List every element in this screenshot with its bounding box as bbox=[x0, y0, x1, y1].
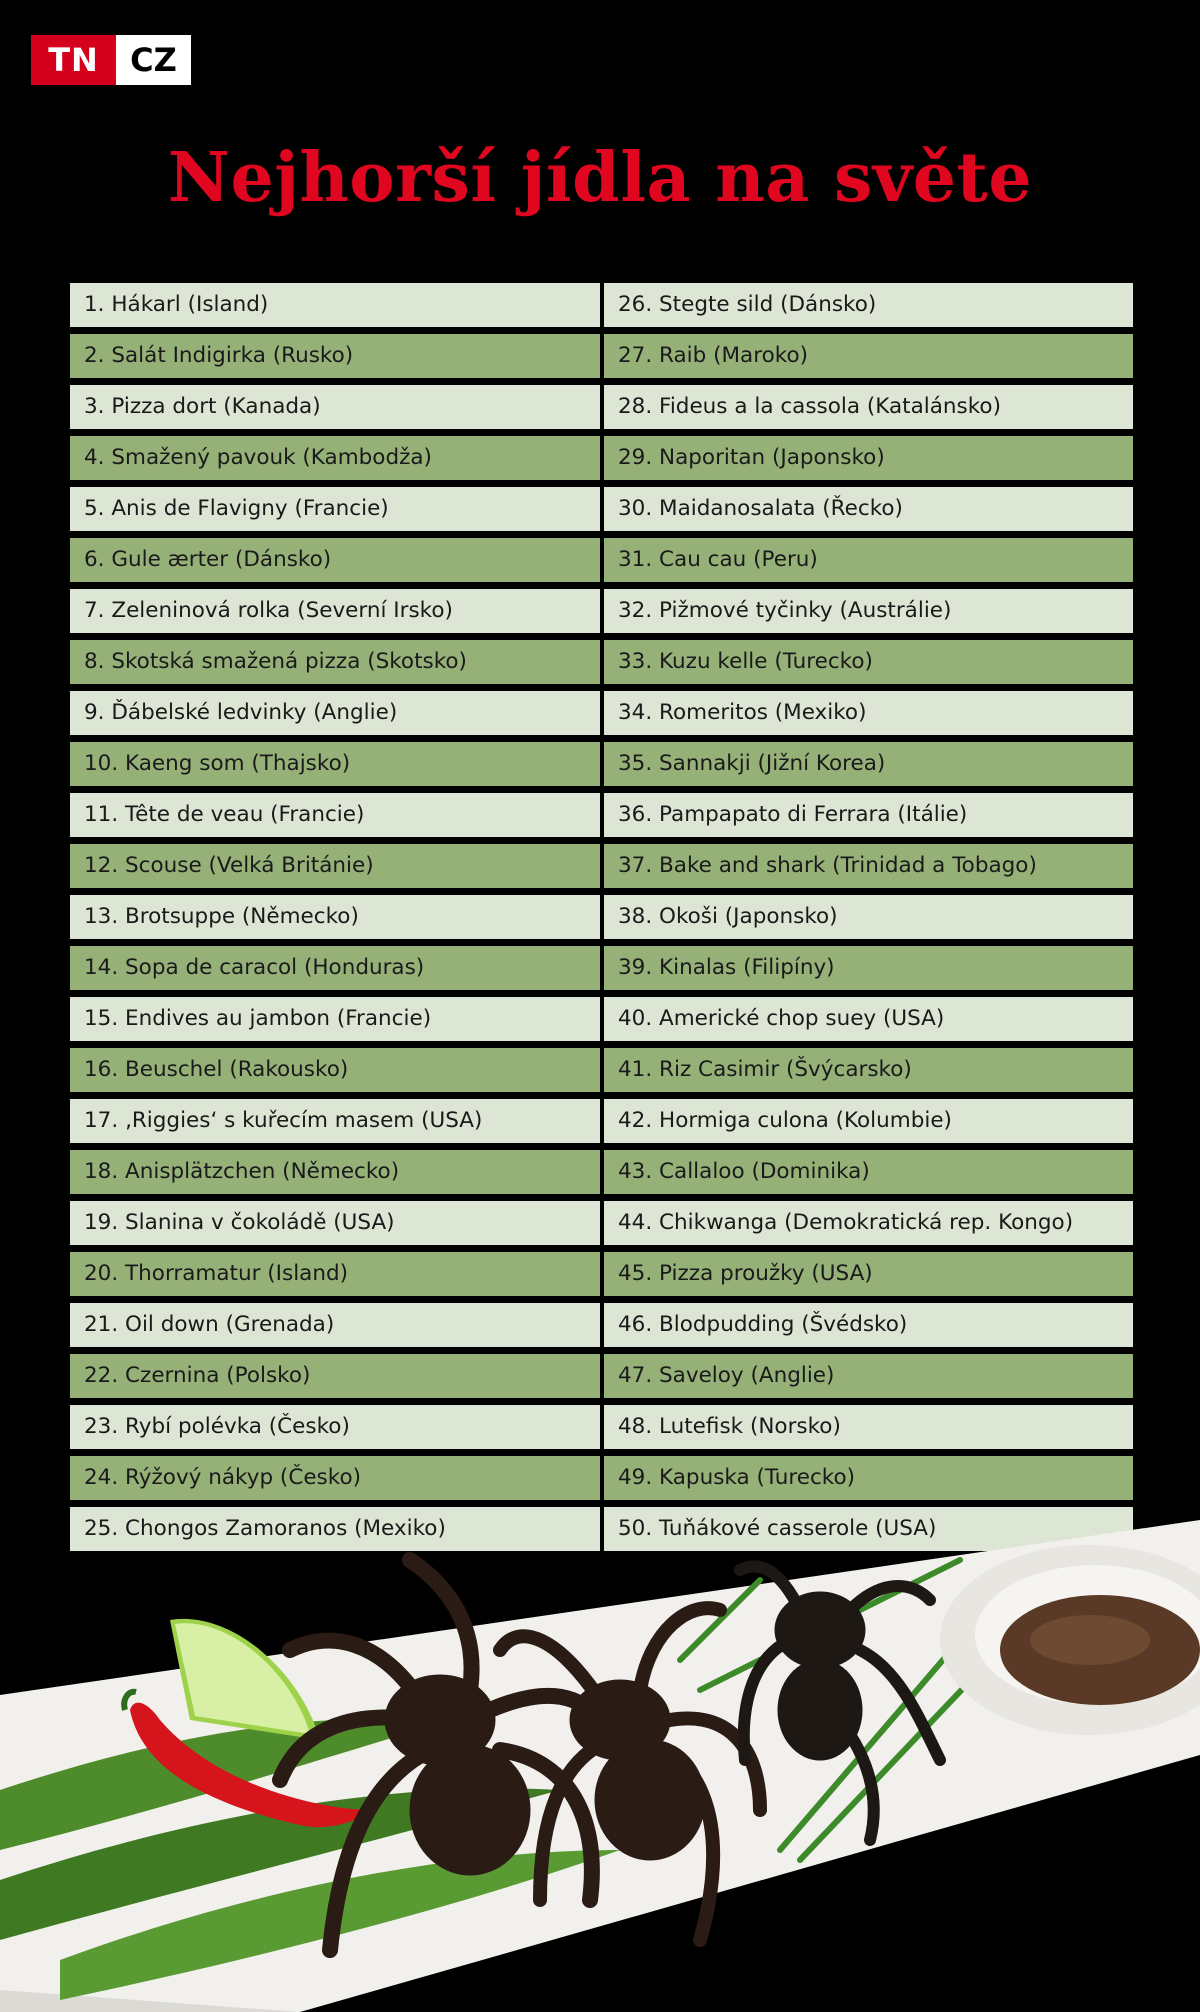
food-item: 47. Saveloy (Anglie) bbox=[604, 1354, 1133, 1398]
food-item: 6. Gule ærter (Dánsko) bbox=[70, 538, 600, 582]
food-item: 12. Scouse (Velká Británie) bbox=[70, 844, 600, 888]
food-item: 44. Chikwanga (Demokratická rep. Kongo) bbox=[604, 1201, 1133, 1245]
food-item: 27. Raib (Maroko) bbox=[604, 334, 1133, 378]
food-item: 10. Kaeng som (Thajsko) bbox=[70, 742, 600, 786]
food-item: 26. Stegte sild (Dánsko) bbox=[604, 283, 1133, 327]
food-item: 16. Beuschel (Rakousko) bbox=[70, 1048, 600, 1092]
food-item: 25. Chongos Zamoranos (Mexiko) bbox=[70, 1507, 600, 1551]
food-item: 13. Brotsuppe (Německo) bbox=[70, 895, 600, 939]
food-item: 19. Slanina v čokoládě (USA) bbox=[70, 1201, 600, 1245]
tn-cz-logo[interactable] bbox=[31, 35, 191, 85]
food-item: 18. Anisplätzchen (Německo) bbox=[70, 1150, 600, 1194]
food-item: 34. Romeritos (Mexiko) bbox=[604, 691, 1133, 735]
food-item: 36. Pampapato di Ferrara (Itálie) bbox=[604, 793, 1133, 837]
food-item: 28. Fideus a la cassola (Katalánsko) bbox=[604, 385, 1133, 429]
food-item: 42. Hormiga culona (Kolumbie) bbox=[604, 1099, 1133, 1143]
food-list-right bbox=[604, 283, 1133, 1557]
food-item: 35. Sannakji (Jižní Korea) bbox=[604, 742, 1133, 786]
food-item: 48. Lutefisk (Norsko) bbox=[604, 1405, 1133, 1449]
food-item: 49. Kapuska (Turecko) bbox=[604, 1456, 1133, 1500]
food-item: 37. Bake and shark (Trinidad a Tobago) bbox=[604, 844, 1133, 888]
food-item: 33. Kuzu kelle (Turecko) bbox=[604, 640, 1133, 684]
food-item: 46. Blodpudding (Švédsko) bbox=[604, 1303, 1133, 1347]
food-item: 31. Cau cau (Peru) bbox=[604, 538, 1133, 582]
food-list-left bbox=[70, 283, 600, 1557]
food-item: 41. Riz Casimir (Švýcarsko) bbox=[604, 1048, 1133, 1092]
food-item: 1. Hákarl (Island) bbox=[70, 283, 600, 327]
food-item: 21. Oil down (Grenada) bbox=[70, 1303, 600, 1347]
food-item: 38. Okoši (Japonsko) bbox=[604, 895, 1133, 939]
food-item: 40. Americké chop suey (USA) bbox=[604, 997, 1133, 1041]
food-item: 45. Pizza proužky (USA) bbox=[604, 1252, 1133, 1296]
fried-spiders-photo bbox=[0, 1520, 1200, 2012]
food-item: 9. Ďábelské ledvinky (Anglie) bbox=[70, 691, 600, 735]
food-item: 20. Thorramatur (Island) bbox=[70, 1252, 600, 1296]
logo-cz: CZ bbox=[116, 35, 191, 85]
food-item: 24. Rýžový nákyp (Česko) bbox=[70, 1456, 600, 1500]
logo-tn: TN bbox=[31, 35, 116, 85]
food-item: 23. Rybí polévka (Česko) bbox=[70, 1405, 600, 1449]
food-item: 17. ‚Riggies‘ s kuřecím masem (USA) bbox=[70, 1099, 600, 1143]
food-item: 30. Maidanosalata (Řecko) bbox=[604, 487, 1133, 531]
food-item: 2. Salát Indigirka (Rusko) bbox=[70, 334, 600, 378]
food-item: 32. Pižmové tyčinky (Austrálie) bbox=[604, 589, 1133, 633]
food-item: 4. Smažený pavouk (Kambodža) bbox=[70, 436, 600, 480]
page-title: Nejhorší jídla na světe bbox=[167, 138, 1033, 218]
food-item: 14. Sopa de caracol (Honduras) bbox=[70, 946, 600, 990]
food-item: 3. Pizza dort (Kanada) bbox=[70, 385, 600, 429]
food-item: 5. Anis de Flavigny (Francie) bbox=[70, 487, 600, 531]
food-item: 43. Callaloo (Dominika) bbox=[604, 1150, 1133, 1194]
food-item: 15. Endives au jambon (Francie) bbox=[70, 997, 600, 1041]
food-item: 39. Kinalas (Filipíny) bbox=[604, 946, 1133, 990]
food-item: 29. Naporitan (Japonsko) bbox=[604, 436, 1133, 480]
food-item: 11. Tête de veau (Francie) bbox=[70, 793, 600, 837]
food-item: 50. Tuňákové casserole (USA) bbox=[604, 1507, 1133, 1551]
food-item: 7. Zeleninová rolka (Severní Irsko) bbox=[70, 589, 600, 633]
food-item: 8. Skotská smažená pizza (Skotsko) bbox=[70, 640, 600, 684]
food-item: 22. Czernina (Polsko) bbox=[70, 1354, 600, 1398]
